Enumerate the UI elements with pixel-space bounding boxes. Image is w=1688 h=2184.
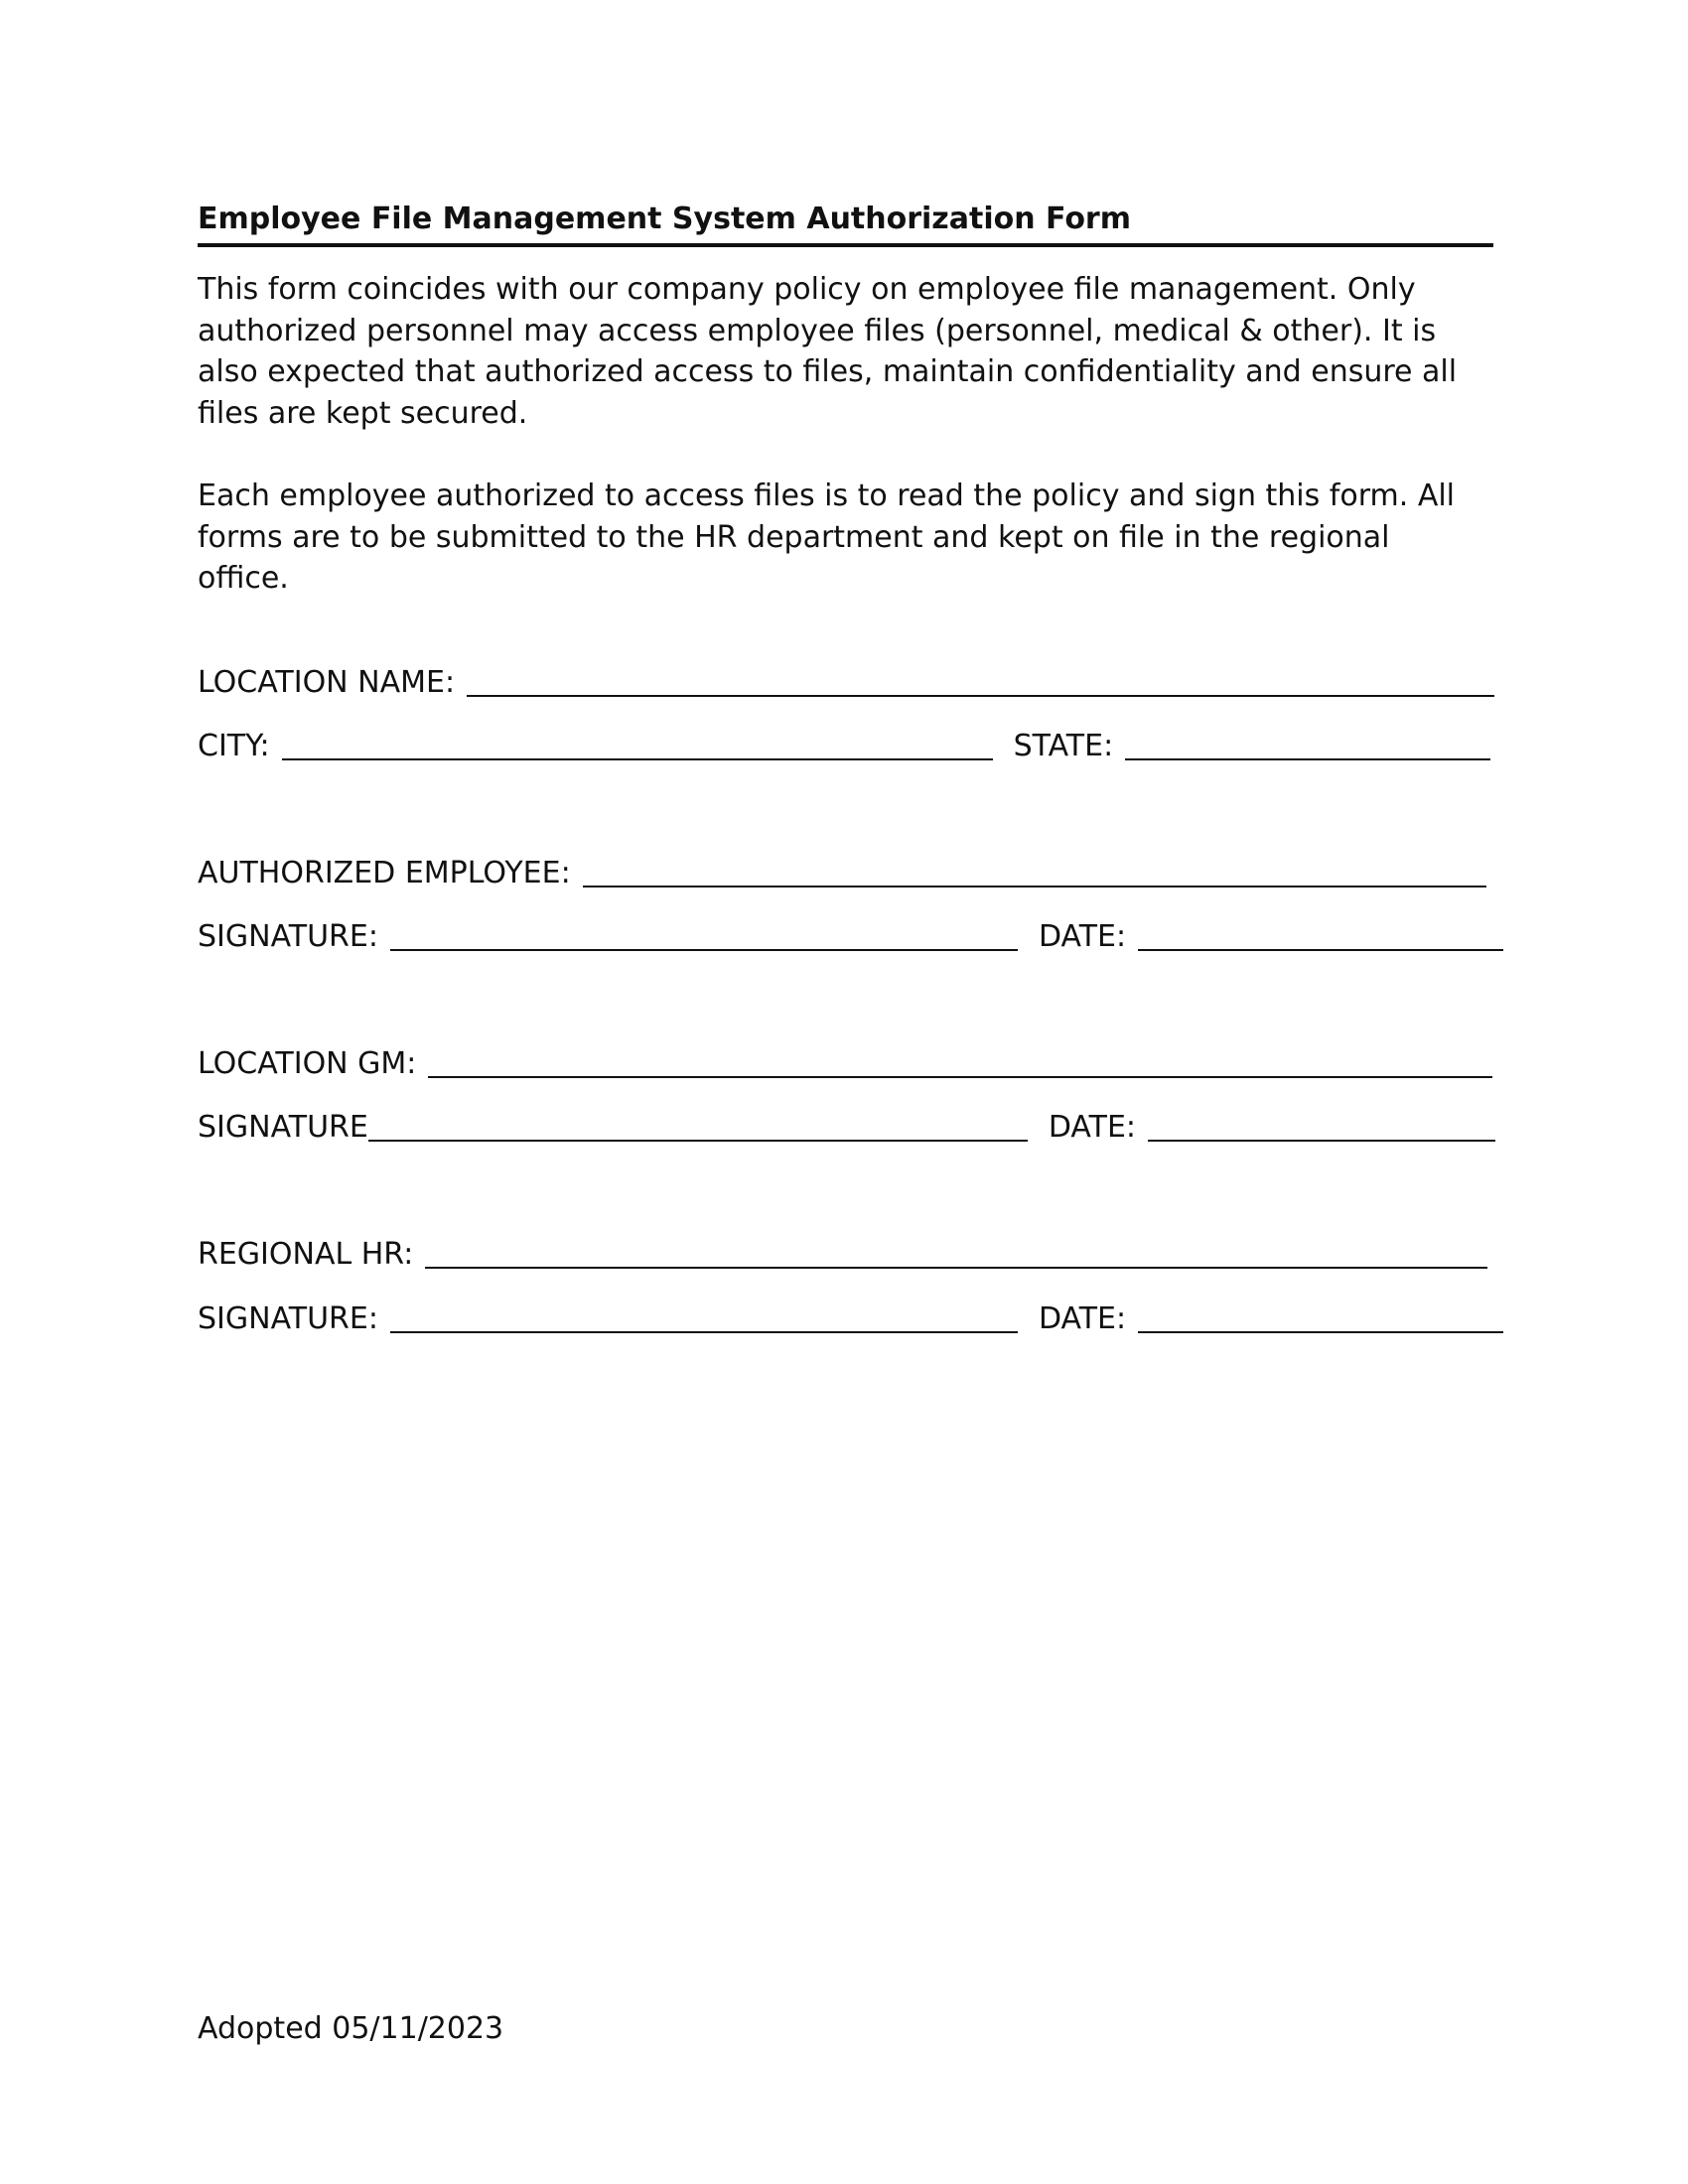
gm-signature-field[interactable]	[368, 1140, 1028, 1142]
location-gm-label: LOCATION GM:	[198, 1046, 417, 1081]
paragraph-line: also expected that authorized access to files, maintain confidentiality and ensure all	[198, 354, 1458, 389]
gm-date-field[interactable]	[1148, 1140, 1495, 1142]
city-state-row	[198, 726, 1490, 767]
paragraph-line: files are kept secured.	[198, 395, 528, 431]
state-field[interactable]	[1125, 758, 1490, 760]
paragraph-line: office.	[198, 561, 289, 596]
employee-signature-label: SIGNATURE:	[198, 919, 378, 954]
employee-date-label: DATE:	[1038, 919, 1127, 954]
gm-signature-row	[198, 1107, 1495, 1149]
adopted-date-footer: Adopted 05/11/2023	[198, 2011, 504, 2046]
employee-signature-field[interactable]	[390, 949, 1018, 951]
form-title: Employee File Management System Authorization Form	[198, 199, 1493, 247]
gm-date-label: DATE:	[1048, 1110, 1137, 1145]
location-name-row	[198, 662, 1494, 704]
employee-signature-row	[198, 916, 1503, 958]
gm-signature-label: SIGNATURE	[198, 1110, 368, 1145]
state-label: STATE:	[1013, 729, 1114, 763]
employee-date-field[interactable]	[1138, 949, 1503, 951]
regional-hr-label: REGIONAL HR:	[198, 1237, 414, 1272]
hr-signature-row	[198, 1298, 1503, 1340]
hr-date-field[interactable]	[1138, 1331, 1503, 1333]
location-gm-field[interactable]	[428, 1076, 1492, 1078]
city-label: CITY:	[198, 729, 270, 763]
hr-date-label: DATE:	[1038, 1301, 1127, 1336]
instructions-paragraph	[198, 476, 1493, 600]
hr-signature-label: SIGNATURE:	[198, 1301, 378, 1336]
city-field[interactable]	[282, 758, 993, 760]
authorized-employee-label: AUTHORIZED EMPLOYEE:	[198, 856, 571, 890]
location-gm-row	[198, 1043, 1492, 1085]
paragraph-line: This form coincides with our company policy on employee file management. Only	[198, 272, 1416, 307]
regional-hr-field[interactable]	[425, 1267, 1487, 1269]
form-page	[198, 0, 1493, 2184]
location-name-field[interactable]	[467, 695, 1494, 697]
policy-paragraph	[198, 269, 1493, 434]
hr-signature-field[interactable]	[390, 1331, 1018, 1333]
location-name-label: LOCATION NAME:	[198, 665, 456, 700]
paragraph-line: Each employee authorized to access files is to read the policy and sign this form. All	[198, 478, 1456, 513]
regional-hr-row	[198, 1234, 1487, 1276]
authorized-employee-row	[198, 853, 1486, 894]
paragraph-line: authorized personnel may access employee files (personnel, medical & other). It is	[198, 313, 1437, 348]
paragraph-line: forms are to be submitted to the HR department and kept on file in the regional	[198, 519, 1390, 555]
authorized-employee-field[interactable]	[583, 886, 1486, 887]
